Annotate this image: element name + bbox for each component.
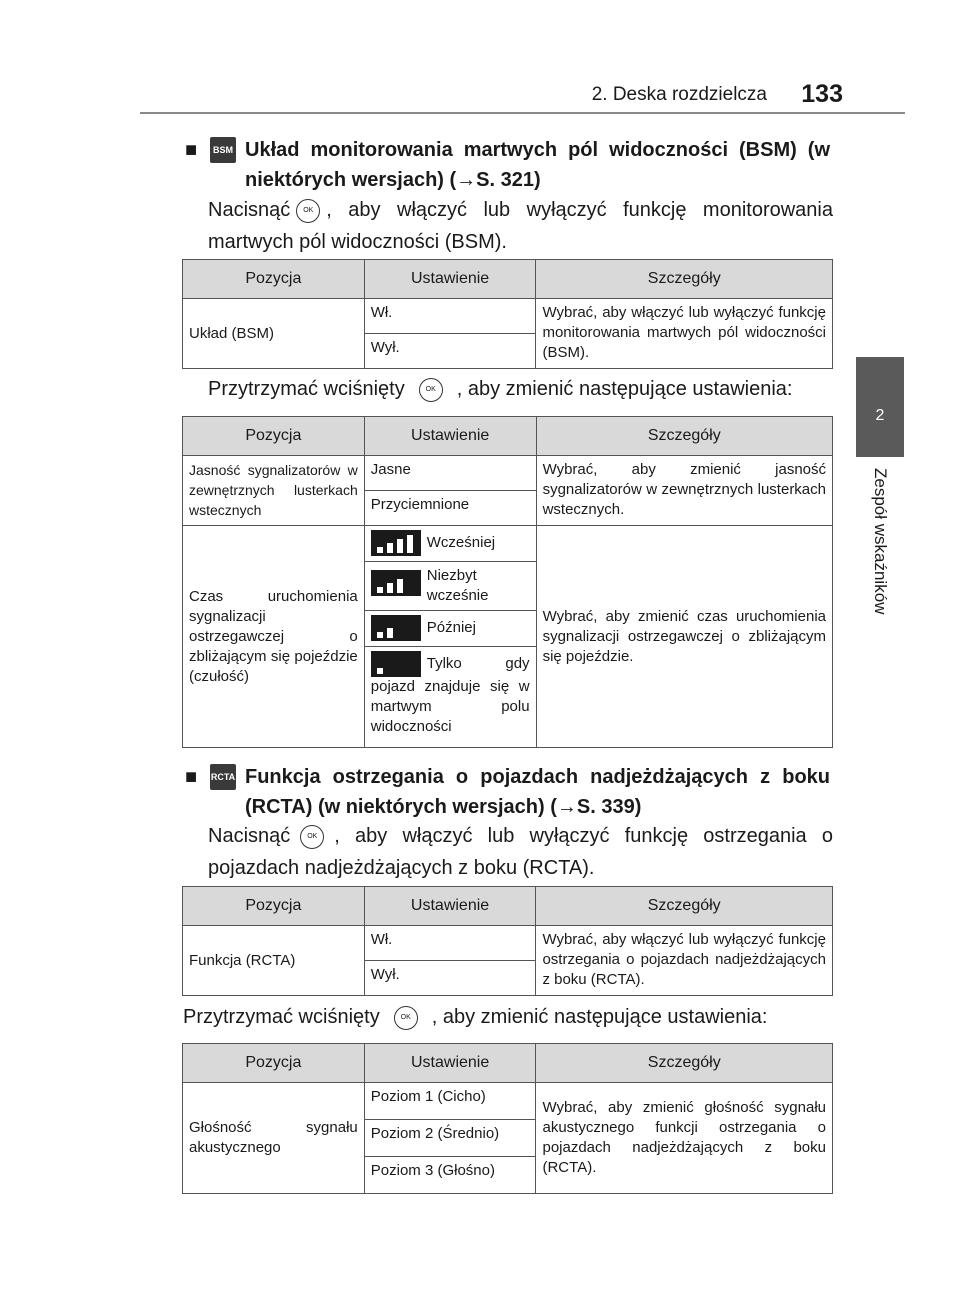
bsm-icon: BSM — [210, 137, 236, 163]
table-row — [183, 526, 833, 562]
sensitivity-bars-icon — [371, 530, 421, 556]
setting-label: Niezbyt wcześnie — [426, 567, 489, 604]
rcta-hold-pre: Przytrzymać wciśnięty — [183, 1006, 380, 1028]
bsm-title-text: Układ monitorowania martwych pól widoczności (BSM) (w niektórych wersjach) (→S. 321) — [245, 139, 830, 191]
table-row — [183, 299, 833, 334]
table-cell-item: Czas uruchomienia sygnalizacji ostrzegawczej o zbliżającym się pojeździe (czułość) — [183, 526, 365, 748]
table-cell-setting: Wł. — [364, 926, 536, 961]
page-header — [183, 80, 843, 112]
table-cell-setting — [364, 526, 536, 562]
ok-button-icon: OK — [419, 378, 443, 402]
ok-button-icon: OK — [296, 199, 320, 223]
table-row — [183, 1083, 833, 1120]
table-cell-setting — [364, 562, 536, 611]
setting-label: Tylko gdy pojazd znajduje się w martwym polu widoczności — [370, 654, 530, 735]
bullet-icon: ■ — [185, 766, 198, 788]
table-cell-details: Wybrać, aby włączyć lub wyłączyć funkcję ostrzegania o pojazdach nadjeżdżających z boku (RCTA). — [536, 926, 833, 996]
table-row — [183, 926, 833, 961]
table-header: Szczegóły — [536, 260, 833, 299]
bsm-hold-instruction — [208, 373, 833, 405]
table-cell-setting: Przyciemnione — [364, 491, 536, 526]
table-header: Szczegóły — [536, 417, 832, 456]
sensitivity-bars-icon — [371, 615, 421, 641]
sensitivity-bars-icon — [371, 570, 421, 596]
table-cell-details: Wybrać, aby zmienić jasność sygnalizatorów w zewnętrznych lusterkach wstecznych. — [536, 456, 832, 526]
table-header: Pozycja — [183, 1044, 365, 1083]
table-header-row — [183, 260, 833, 299]
chapter-side-label-text: Zespół wskaźników — [871, 468, 890, 615]
rcta-section-title — [185, 762, 830, 822]
ok-button-icon: OK — [394, 1006, 418, 1030]
table-cell-setting: Wył. — [364, 961, 536, 996]
table-cell-item: Jasność sygnalizatorów w zewnętrznych lusterkach wstecznych — [183, 456, 365, 526]
table-header: Pozycja — [183, 260, 365, 299]
table-header: Pozycja — [183, 417, 365, 456]
table-header-row — [183, 887, 833, 926]
rcta-hold-instruction — [183, 1001, 833, 1033]
rcta-instruction-pre: Nacisnąć — [208, 825, 291, 847]
setting-label: Później — [426, 618, 476, 636]
ok-button-icon: OK — [300, 825, 324, 849]
table-header: Ustawienie — [364, 1044, 536, 1083]
table-header: Ustawienie — [364, 260, 536, 299]
table-cell-setting: Poziom 2 (Średnio) — [364, 1120, 536, 1157]
bsm-table-2 — [182, 416, 833, 748]
table-cell-details: Wybrać, aby zmienić czas uruchomienia sygnalizacji ostrzegawczej o zbliżającym się pojeździe. — [536, 526, 832, 748]
table-cell-item: Funkcja (RCTA) — [183, 926, 365, 996]
table-header-row — [183, 417, 833, 456]
table-header: Ustawienie — [364, 887, 536, 926]
table-cell-setting: Poziom 3 (Głośno) — [364, 1157, 536, 1194]
chapter-side-label — [856, 468, 904, 628]
rcta-table-1 — [182, 886, 833, 996]
sensitivity-bars-icon — [371, 651, 421, 677]
bsm-instruction-pre: Nacisnąć — [208, 199, 291, 221]
setting-label: Wcześniej — [426, 533, 496, 551]
table-cell-item: Układ (BSM) — [183, 299, 365, 369]
table-header: Pozycja — [183, 887, 365, 926]
chapter-tab — [856, 357, 904, 457]
table-cell-details: Wybrać, aby włączyć lub wyłączyć funkcję monitorowania martwych pól widoczności (BSM). — [536, 299, 833, 369]
bsm-hold-pre: Przytrzymać wciśnięty — [208, 378, 405, 400]
bsm-table-1 — [182, 259, 833, 369]
table-cell-setting: Wył. — [364, 334, 536, 369]
table-cell-setting: Wł. — [364, 299, 536, 334]
table-cell-setting — [364, 611, 536, 647]
table-cell-setting: Jasne — [364, 456, 536, 491]
table-cell-item: Głośność sygnału akustycznego — [183, 1083, 365, 1194]
bsm-instruction — [208, 194, 833, 258]
rcta-instruction-post: , aby włączyć lub wyłączyć funkcję ostrzegania o pojazdach nadjeżdżających z boku (RCTA). — [208, 825, 833, 879]
rcta-icon: RCTA — [210, 764, 236, 790]
header-divider — [140, 112, 905, 114]
bsm-instruction-post: , aby włączyć lub wyłączyć funkcję monitorowania martwych pól widoczności (BSM). — [208, 199, 833, 253]
rcta-table-2 — [182, 1043, 833, 1194]
table-row — [183, 456, 833, 491]
page-number: 133 — [801, 80, 843, 108]
chapter-title: 2. Deska rozdzielcza — [591, 84, 767, 105]
table-cell-setting: Poziom 1 (Cicho) — [364, 1083, 536, 1120]
table-header-row — [183, 1044, 833, 1083]
bsm-section-title — [185, 135, 830, 195]
table-cell-details: Wybrać, aby zmienić głośność sygnału akustycznego funkcji ostrzegania o pojazdach nadjeżdżających z boku (RCTA). — [536, 1083, 833, 1194]
bullet-icon: ■ — [185, 139, 198, 161]
table-header: Szczegóły — [536, 887, 833, 926]
table-header: Szczegóły — [536, 1044, 833, 1083]
rcta-instruction — [208, 820, 833, 884]
table-header: Ustawienie — [364, 417, 536, 456]
chapter-tab-number: 2 — [875, 407, 885, 424]
rcta-title-text: Funkcja ostrzegania o pojazdach nadjeżdżających z boku (RCTA) (w niektórych wersjach) (→S. 339) — [245, 766, 830, 818]
rcta-hold-post: , aby zmienić następujące ustawienia: — [431, 1006, 768, 1028]
bsm-hold-post: , aby zmienić następujące ustawienia: — [456, 378, 793, 400]
table-cell-setting — [364, 647, 536, 748]
